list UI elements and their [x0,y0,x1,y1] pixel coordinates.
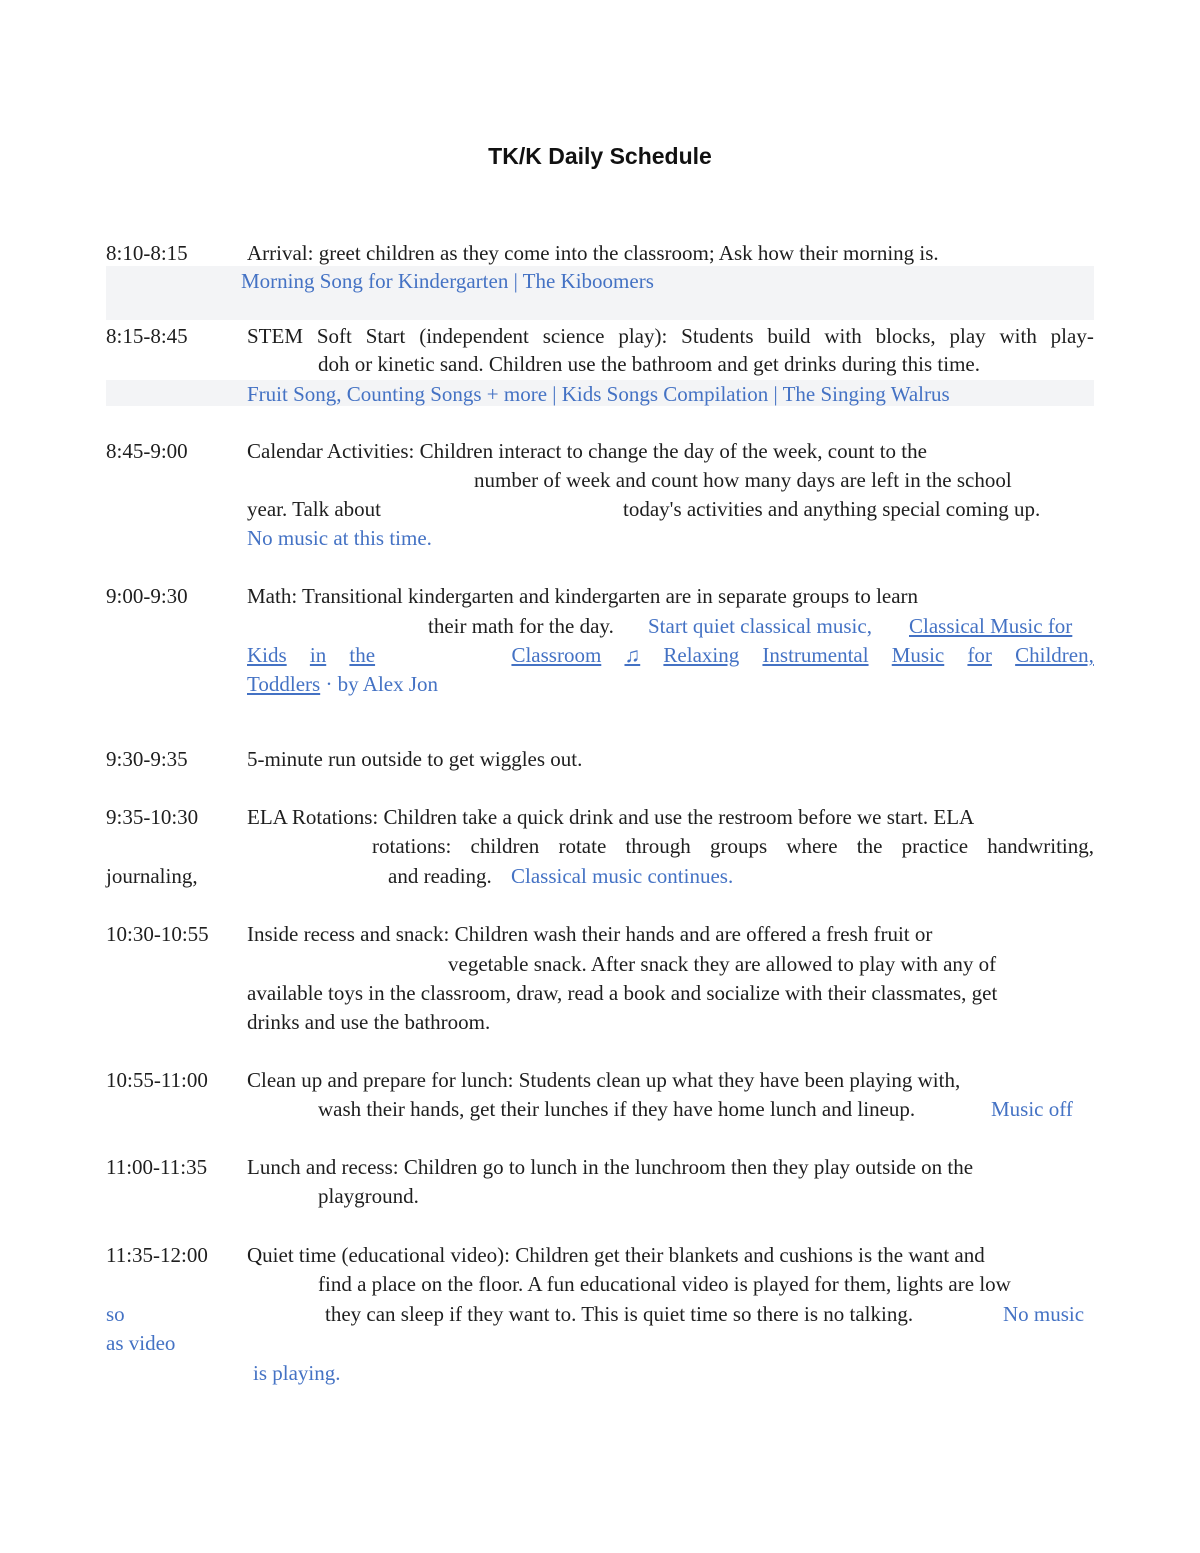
text-quiet-music: No music [1003,1302,1085,1326]
text-stem-line1 [247,323,1094,349]
text-word: with [999,324,1037,348]
text-word: play- [1050,324,1094,348]
text-recess-line2: vegetable snack. After snack they are allowed to play with any of [448,952,997,976]
text-quiet-line4: as video [106,1331,176,1355]
text-word: science [542,324,605,348]
text-calendar-line3a: year. Talk about [247,497,382,521]
text-word: where [786,834,838,858]
time-stem: 8:15-8:45 [106,324,188,348]
text-word: play [949,324,986,348]
text-calendar-line3b: today's activities and anything special coming up. [623,497,1041,521]
time-ela: 9:35-10:30 [106,805,199,829]
text-cleanup-music: Music off [991,1097,1073,1121]
text-ela-line2 [372,833,1094,859]
time-calendar: 8:45-9:00 [106,439,188,463]
time-run: 9:30-9:35 [106,747,188,771]
time-cleanup: 10:55-11:00 [106,1068,208,1092]
text-math-line1: Math: Transitional kindergarten and kindergarten are in separate groups to learn [247,584,919,608]
text-word: build [767,324,811,348]
text-run-line1: 5-minute run outside to get wiggles out. [247,747,583,771]
link-word: for [967,643,992,667]
text-quiet-line3b: they can sleep if they want to. This is quiet time so there is no talking. [325,1302,914,1326]
text-recess-line4: drinks and use the bathroom. [247,1010,491,1034]
text-word: the [856,834,883,858]
text-math-author: · by Alex Jon [320,672,439,696]
link-fruit-song[interactable]: Fruit Song, Counting Songs + more | Kids Songs Compilation | The Singing Walrus [247,382,950,406]
text-word: through [625,834,691,858]
time-lunch: 11:00-11:35 [106,1155,208,1179]
text-cleanup-line2: wash their hands, get their lunches if they have home lunch and lineup. [318,1097,916,1121]
text-word: blocks, [875,324,936,348]
link-word: Instrumental [762,643,869,667]
text-ela-music: Classical music continues. [511,864,734,888]
text-word: Soft [316,324,352,348]
text-word: rotate [558,834,607,858]
text-word: handwriting, [987,834,1094,858]
time-arrival: 8:10-8:15 [106,241,188,265]
text-quiet-line5: is playing. [253,1361,341,1385]
time-math: 9:00-9:30 [106,584,188,608]
text-word: play): [618,324,668,348]
link-morning-song[interactable]: Morning Song for Kindergarten | The Kiboomers [241,269,654,293]
link-word: Music [891,643,945,667]
time-quiet: 11:35-12:00 [106,1243,208,1267]
text-word: Students [681,324,754,348]
link-classical-music-line1[interactable]: Classical Music for [909,614,1073,638]
text-word: rotations: [372,834,452,858]
text-lunch-line1: Lunch and recess: Children go to lunch in the lunchroom then they play outside on the [247,1155,974,1179]
time-recess: 10:30-10:55 [106,922,209,946]
link-word: the [349,643,376,667]
page-title: TK/K Daily Schedule [488,143,712,169]
link-toddlers[interactable]: Toddlers [247,672,321,696]
text-arrival-line1: Arrival: greet children as they come into the classroom; Ask how their morning is. [247,241,939,265]
text-quiet-line3a: so [106,1302,125,1326]
text-math-line2a: their math for the day. [428,614,614,638]
text-word: Start [365,324,406,348]
text-calendar-line1: Calendar Activities: Children interact to change the day of the week, count to the [247,439,927,463]
text-stem-line2: doh or kinetic sand. Children use the bathroom and get drinks during this time. [318,352,980,376]
link-word: Kids [247,643,287,667]
text-quiet-line2: find a place on the floor. A fun educational video is played for them, lights are low [318,1272,1011,1296]
text-calendar-line2: number of week and count how many days are left in the school [474,468,1012,492]
text-cleanup-line1: Clean up and prepare for lunch: Students clean up what they have been playing with, [247,1068,961,1092]
text-calendar-music: No music at this time. [247,526,432,550]
link-word: Relaxing [663,643,740,667]
text-word: groups [709,834,768,858]
text-math-line4 [247,671,438,697]
link-classical-music-line2[interactable] [247,642,1094,668]
text-lunch-line2: playground. [318,1184,419,1208]
text-recess-line1: Inside recess and snack: Children wash their hands and are offered a fresh fruit or [247,922,933,946]
text-ela-line1: ELA Rotations: Children take a quick drink and use the restroom before we start. ELA [247,805,975,829]
text-recess-line3: available toys in the classroom, draw, read a book and socialize with their classmates, get [247,981,998,1005]
text-word: (independent [419,324,529,348]
text-quiet-line1: Quiet time (educational video): Children get their blankets and cushions is the want and [247,1243,985,1267]
text-ela-line3a: journaling, [106,864,198,888]
text-ela-line3b: and reading. [388,864,492,888]
text-word: with [824,324,862,348]
link-word: in [309,643,327,667]
link-word: Children, [1015,643,1094,667]
link-word: Classroom [511,643,602,667]
text-word: practice [901,834,969,858]
text-math-music: Start quiet classical music, [648,614,872,638]
text-word: children [470,834,540,858]
music-note-icon: ♫ [624,643,641,667]
text-word: STEM [247,324,304,348]
